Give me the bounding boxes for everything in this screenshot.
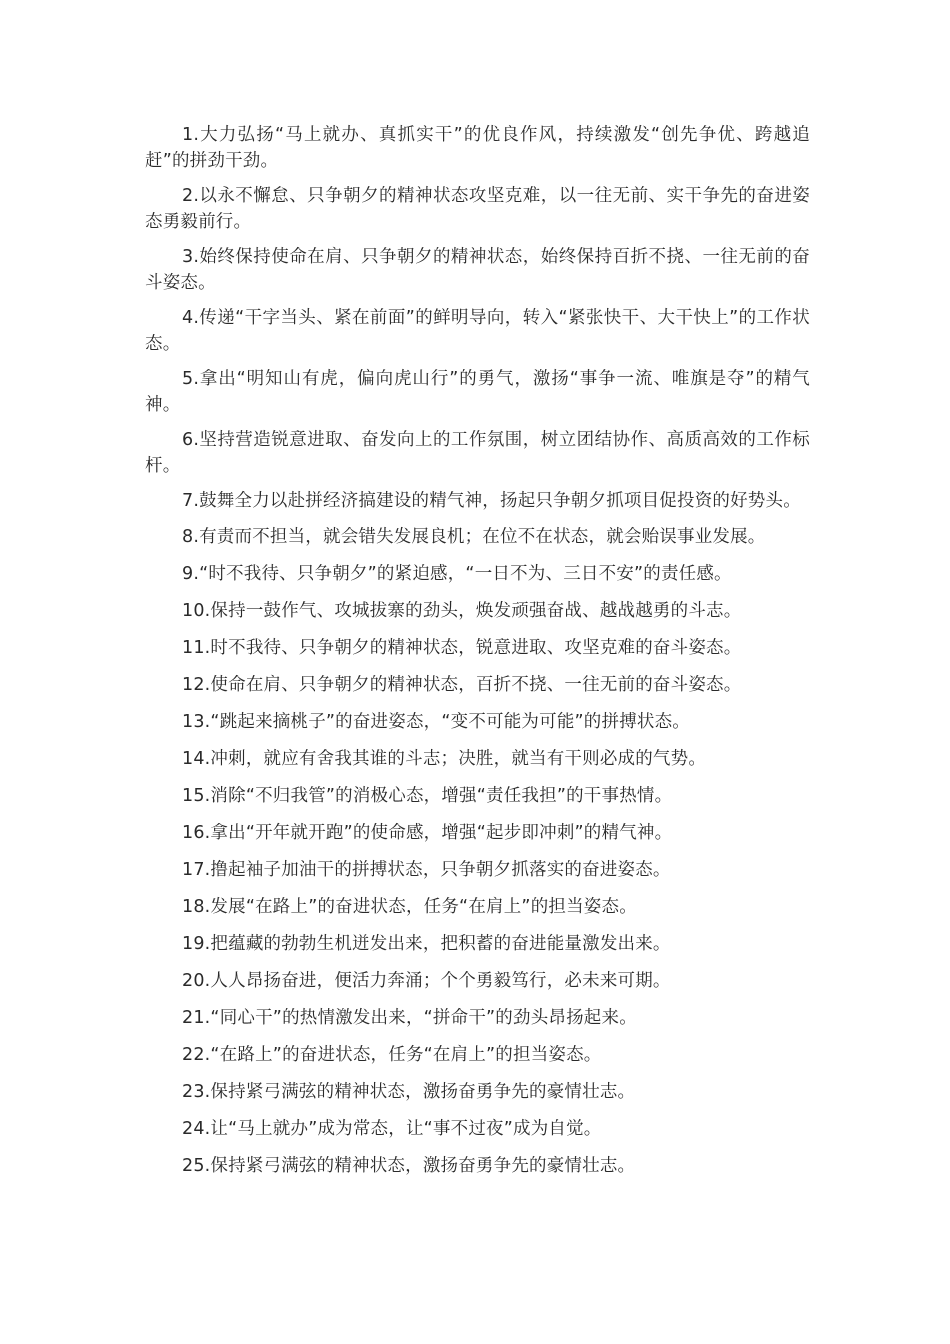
paragraph-1: 1.大力弘扬“马上就办、真抓实干”的优良作风，持续激发“创先争优、跨越追赶”的拼劲干劲。: [145, 125, 810, 171]
paragraph-11: 11.时不我待、只争朝夕的精神状态，锐意进取、攻坚克难的奋斗姿态。: [182, 637, 742, 658]
paragraph-7: 7.鼓舞全力以赴拼经济搞建设的精气神，扬起只争朝夕抓项目促投资的好势头。: [182, 491, 801, 511]
paragraph-24: 24.让“马上就办”成为常态，让“事不过夜”成为自觉。: [182, 1118, 602, 1139]
paragraph-3: 3.始终保持使命在肩、只争朝夕的精神状态，始终保持百折不挠、一往无前的奋斗姿态。: [145, 247, 810, 293]
paragraph-5: 5.拿出“明知山有虎，偏向虎山行”的勇气，激扬“事争一流、唯旗是夺”的精气神。: [145, 369, 810, 415]
paragraph-10: 10.保持一鼓作气、攻城拔寨的劲头，焕发顽强奋战、越战越勇的斗志。: [182, 600, 742, 621]
paragraph-18: 18.发展“在路上”的奋进状态，任务“在肩上”的担当姿态。: [182, 896, 637, 917]
paragraph-9: 9.“时不我待、只争朝夕”的紧迫感，“一日不为、三日不安”的责任感。: [182, 563, 732, 584]
paragraph-19: 19.把蕴藏的勃勃生机迸发出来，把积蓄的奋进能量激发出来。: [182, 933, 671, 954]
paragraph-16: 16.拿出“开年就开跑”的使命感，增强“起步即冲刺”的精气神。: [182, 822, 673, 843]
paragraph-22: 22.“在路上”的奋进状态，任务“在肩上”的担当姿态。: [182, 1044, 602, 1065]
paragraph-2: 2.以永不懈怠、只争朝夕的精神状态攻坚克难，以一往无前、实干争先的奋进姿态勇毅前行。: [145, 186, 810, 232]
paragraph-21: 21.“同心干”的热情激发出来，“拼命干”的劲头昂扬起来。: [182, 1007, 637, 1028]
paragraph-4: 4.传递“干字当头、紧在前面”的鲜明导向，转入“紧张快干、大干快上”的工作状态。: [145, 308, 810, 354]
paragraph-13: 13.“跳起来摘桃子”的奋进姿态，“变不可能为可能”的拼搏状态。: [182, 711, 690, 732]
paragraph-15: 15.消除“不归我管”的消极心态，增强“责任我担”的干事热情。: [182, 785, 673, 806]
paragraph-25: 25.保持紧弓满弦的精神状态，激扬奋勇争先的豪情壮志。: [182, 1155, 636, 1176]
paragraph-14: 14.冲刺，就应有舍我其谁的斗志；决胜，就当有干则必成的气势。: [182, 748, 707, 769]
paragraph-12: 12.使命在肩、只争朝夕的精神状态，百折不挠、一往无前的奋斗姿态。: [182, 674, 742, 695]
paragraph-17: 17.撸起袖子加油干的拼搏状态，只争朝夕抓落实的奋进姿态。: [182, 859, 671, 880]
document-body: [145, 123, 810, 1191]
paragraph-20: 20.人人昂扬奋进，便活力奔涌；个个勇毅笃行，必未来可期。: [182, 970, 671, 991]
paragraph-8: 8.有责而不担当，就会错失发展良机；在位不在状态，就会贻误事业发展。: [182, 526, 766, 547]
paragraph-23: 23.保持紧弓满弦的精神状态，激扬奋勇争先的豪情壮志。: [182, 1081, 636, 1102]
paragraph-6: 6.坚持营造锐意进取、奋发向上的工作氛围，树立团结协作、高质高效的工作标杆。: [145, 430, 810, 476]
